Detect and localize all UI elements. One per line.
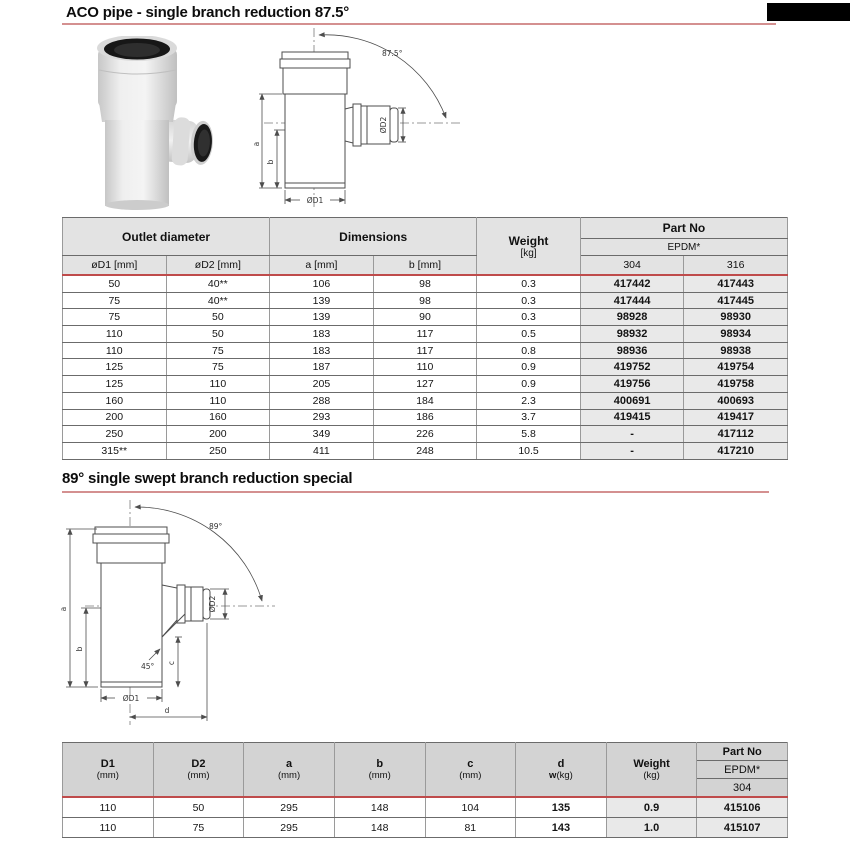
table-cell: 187 bbox=[270, 359, 374, 376]
table-cell: 50 bbox=[166, 309, 270, 326]
table-cell: 0.3 bbox=[477, 275, 581, 292]
spec-table-89-body bbox=[63, 797, 788, 838]
table-cell: 419752 bbox=[580, 359, 684, 376]
col-header-D1: D1 (mm) bbox=[63, 743, 154, 798]
table-cell: 90 bbox=[373, 309, 477, 326]
table-cell: 250 bbox=[166, 442, 270, 459]
table-row bbox=[63, 426, 788, 443]
table-cell: 160 bbox=[63, 392, 167, 409]
dim-label-d1: ØD1 bbox=[122, 694, 140, 703]
dim-label-d1: ØD1 bbox=[306, 196, 324, 205]
table-cell: 417445 bbox=[684, 292, 788, 309]
header-b: b [mm] bbox=[373, 256, 477, 276]
dim-b bbox=[266, 130, 285, 188]
table-cell: 50 bbox=[63, 275, 167, 292]
table-cell: 200 bbox=[166, 426, 270, 443]
header-weight-unit: [kg] bbox=[520, 247, 537, 259]
table-cell: 295 bbox=[244, 818, 335, 838]
dim-b bbox=[75, 608, 101, 687]
table-cell: 104 bbox=[425, 797, 516, 818]
dim-d1 bbox=[101, 689, 162, 703]
table-cell: 75 bbox=[63, 309, 167, 326]
table-cell: 315** bbox=[63, 442, 167, 459]
table-cell: 143 bbox=[516, 818, 607, 838]
table-cell: 419756 bbox=[580, 376, 684, 393]
header-grade-304: 304 bbox=[580, 256, 684, 276]
header-d2: øD2 [mm] bbox=[166, 256, 270, 276]
table-cell: 98928 bbox=[580, 309, 684, 326]
header-dimensions: Dimensions bbox=[270, 218, 477, 256]
table-cell: 135 bbox=[516, 797, 607, 818]
table-row bbox=[63, 818, 788, 838]
dim-label-a: a bbox=[59, 606, 68, 612]
table-cell: 417210 bbox=[684, 442, 788, 459]
dim-label-d2: ØD2 bbox=[379, 116, 388, 134]
table-cell: 349 bbox=[270, 426, 374, 443]
header-a: a [mm] bbox=[270, 256, 374, 276]
fitting-body bbox=[97, 36, 177, 210]
table-cell: 117 bbox=[373, 342, 477, 359]
table-cell: 98936 bbox=[580, 342, 684, 359]
dim-c bbox=[167, 637, 182, 687]
table-cell: 411 bbox=[270, 442, 374, 459]
table-row bbox=[63, 292, 788, 309]
table-cell: 75 bbox=[166, 359, 270, 376]
table-cell: 200 bbox=[63, 409, 167, 426]
header-part-no: Part No bbox=[580, 218, 787, 239]
table-cell: 98934 bbox=[684, 326, 788, 343]
header-d1: øD1 [mm] bbox=[63, 256, 167, 276]
table-row bbox=[63, 409, 788, 426]
col-header-D2: D2 (mm) bbox=[153, 743, 244, 798]
dim-label-b: b bbox=[75, 646, 84, 652]
col-header-c: c (mm) bbox=[425, 743, 516, 798]
table-cell: 0.9 bbox=[606, 797, 697, 818]
header-epdm: EPDM* bbox=[580, 239, 787, 256]
angle-label: 87.5° bbox=[382, 49, 403, 58]
table-cell: 226 bbox=[373, 426, 477, 443]
spec-table-89 bbox=[62, 742, 788, 838]
table-cell: 419415 bbox=[580, 409, 684, 426]
table-row bbox=[63, 392, 788, 409]
table-row bbox=[63, 797, 788, 818]
dim-a bbox=[252, 94, 282, 188]
table-cell: 0.5 bbox=[477, 326, 581, 343]
spec-table-87-header bbox=[63, 218, 788, 276]
table-cell: 293 bbox=[270, 409, 374, 426]
table-row bbox=[63, 376, 788, 393]
table-row bbox=[63, 326, 788, 343]
table-cell: 148 bbox=[334, 797, 425, 818]
table-cell: 0.3 bbox=[477, 292, 581, 309]
section2-underline bbox=[62, 491, 769, 493]
table-row bbox=[63, 275, 788, 292]
spec-table-87 bbox=[62, 217, 788, 460]
table-cell: 186 bbox=[373, 409, 477, 426]
table-cell: 419758 bbox=[684, 376, 788, 393]
header-weight: Weight [kg] bbox=[477, 218, 581, 276]
table-cell: 98 bbox=[373, 275, 477, 292]
table-cell: 117 bbox=[373, 326, 477, 343]
table-cell: 184 bbox=[373, 392, 477, 409]
table-cell: 110 bbox=[373, 359, 477, 376]
col-header-a: a (mm) bbox=[244, 743, 335, 798]
table-cell: 3.7 bbox=[477, 409, 581, 426]
angle-label: 89° bbox=[209, 522, 223, 531]
table-row bbox=[63, 442, 788, 459]
dim-label-d: d bbox=[164, 706, 170, 715]
table-cell: 98 bbox=[373, 292, 477, 309]
header-grade-304: 304 bbox=[697, 779, 788, 798]
table-cell: 183 bbox=[270, 342, 374, 359]
table-row bbox=[63, 342, 788, 359]
table-cell: 2.3 bbox=[477, 392, 581, 409]
table-cell: 110 bbox=[63, 818, 154, 838]
table-cell: 160 bbox=[166, 409, 270, 426]
table-cell: 127 bbox=[373, 376, 477, 393]
section2-title: 89° single swept branch reduction special bbox=[62, 470, 353, 487]
table-cell: 248 bbox=[373, 442, 477, 459]
table-cell: 415107 bbox=[697, 818, 788, 838]
table-row bbox=[63, 359, 788, 376]
col-header-d: d w(kg) bbox=[516, 743, 607, 798]
brand-logo-bar bbox=[767, 3, 850, 21]
technical-drawing-87 bbox=[252, 26, 468, 214]
table-cell: 98930 bbox=[684, 309, 788, 326]
table-cell: 400693 bbox=[684, 392, 788, 409]
table-cell: 110 bbox=[166, 392, 270, 409]
table-cell: 75 bbox=[153, 818, 244, 838]
table-cell: - bbox=[580, 426, 684, 443]
table-cell: 183 bbox=[270, 326, 374, 343]
dim-label-a: a bbox=[252, 141, 261, 147]
header-part-no: Part No bbox=[697, 743, 788, 761]
table-cell: 75 bbox=[166, 342, 270, 359]
table-cell: 148 bbox=[334, 818, 425, 838]
table-cell: 106 bbox=[270, 275, 374, 292]
dim-d2 bbox=[208, 589, 229, 619]
spec-table-89-header bbox=[63, 743, 788, 798]
table-cell: 81 bbox=[425, 818, 516, 838]
table-cell: 40** bbox=[166, 292, 270, 309]
section1-title: ACO pipe - single branch reduction 87.5° bbox=[66, 4, 350, 21]
dim-label-c: c bbox=[167, 660, 176, 666]
table-cell: 295 bbox=[244, 797, 335, 818]
table-cell: 417444 bbox=[580, 292, 684, 309]
table-cell: 125 bbox=[63, 359, 167, 376]
table-cell: 110 bbox=[166, 376, 270, 393]
section1-underline bbox=[62, 23, 776, 25]
table-cell: 400691 bbox=[580, 392, 684, 409]
table-cell: 415106 bbox=[697, 797, 788, 818]
table-cell: 419754 bbox=[684, 359, 788, 376]
dim-label-b: b bbox=[266, 159, 275, 165]
table-cell: 417112 bbox=[684, 426, 788, 443]
table-cell: 40** bbox=[166, 275, 270, 292]
table-cell: 98938 bbox=[684, 342, 788, 359]
table-cell: 1.0 bbox=[606, 818, 697, 838]
dim-label-d2: ØD2 bbox=[208, 595, 217, 613]
header-outlet-diameter: Outlet diameter bbox=[63, 218, 270, 256]
dim-d1 bbox=[285, 190, 345, 205]
table-row bbox=[63, 309, 788, 326]
header-grade-316: 316 bbox=[684, 256, 788, 276]
table-cell: 5.8 bbox=[477, 426, 581, 443]
technical-drawing-89 bbox=[57, 497, 293, 735]
table-cell: 205 bbox=[270, 376, 374, 393]
angle45-label: 45° bbox=[141, 662, 155, 671]
table-cell: 50 bbox=[166, 326, 270, 343]
table-cell: 110 bbox=[63, 326, 167, 343]
table-cell: 0.3 bbox=[477, 309, 581, 326]
product-photo bbox=[85, 36, 237, 212]
table-cell: 0.9 bbox=[477, 359, 581, 376]
table-cell: 75 bbox=[63, 292, 167, 309]
table-cell: 110 bbox=[63, 797, 154, 818]
table-cell: 10.5 bbox=[477, 442, 581, 459]
table-cell: 417443 bbox=[684, 275, 788, 292]
header-epdm: EPDM* bbox=[697, 761, 788, 779]
table-cell: 98932 bbox=[580, 326, 684, 343]
table-cell: 419417 bbox=[684, 409, 788, 426]
table-cell: 417442 bbox=[580, 275, 684, 292]
table-cell: 288 bbox=[270, 392, 374, 409]
table-cell: 0.9 bbox=[477, 376, 581, 393]
table-cell: - bbox=[580, 442, 684, 459]
table-cell: 50 bbox=[153, 797, 244, 818]
col-header-b: b (mm) bbox=[334, 743, 425, 798]
table-cell: 139 bbox=[270, 292, 374, 309]
spec-table-87-body bbox=[63, 275, 788, 459]
table-cell: 250 bbox=[63, 426, 167, 443]
table-cell: 110 bbox=[63, 342, 167, 359]
table-cell: 125 bbox=[63, 376, 167, 393]
col-header-weight: Weight (kg) bbox=[606, 743, 697, 798]
table-cell: 0.8 bbox=[477, 342, 581, 359]
table-cell: 139 bbox=[270, 309, 374, 326]
